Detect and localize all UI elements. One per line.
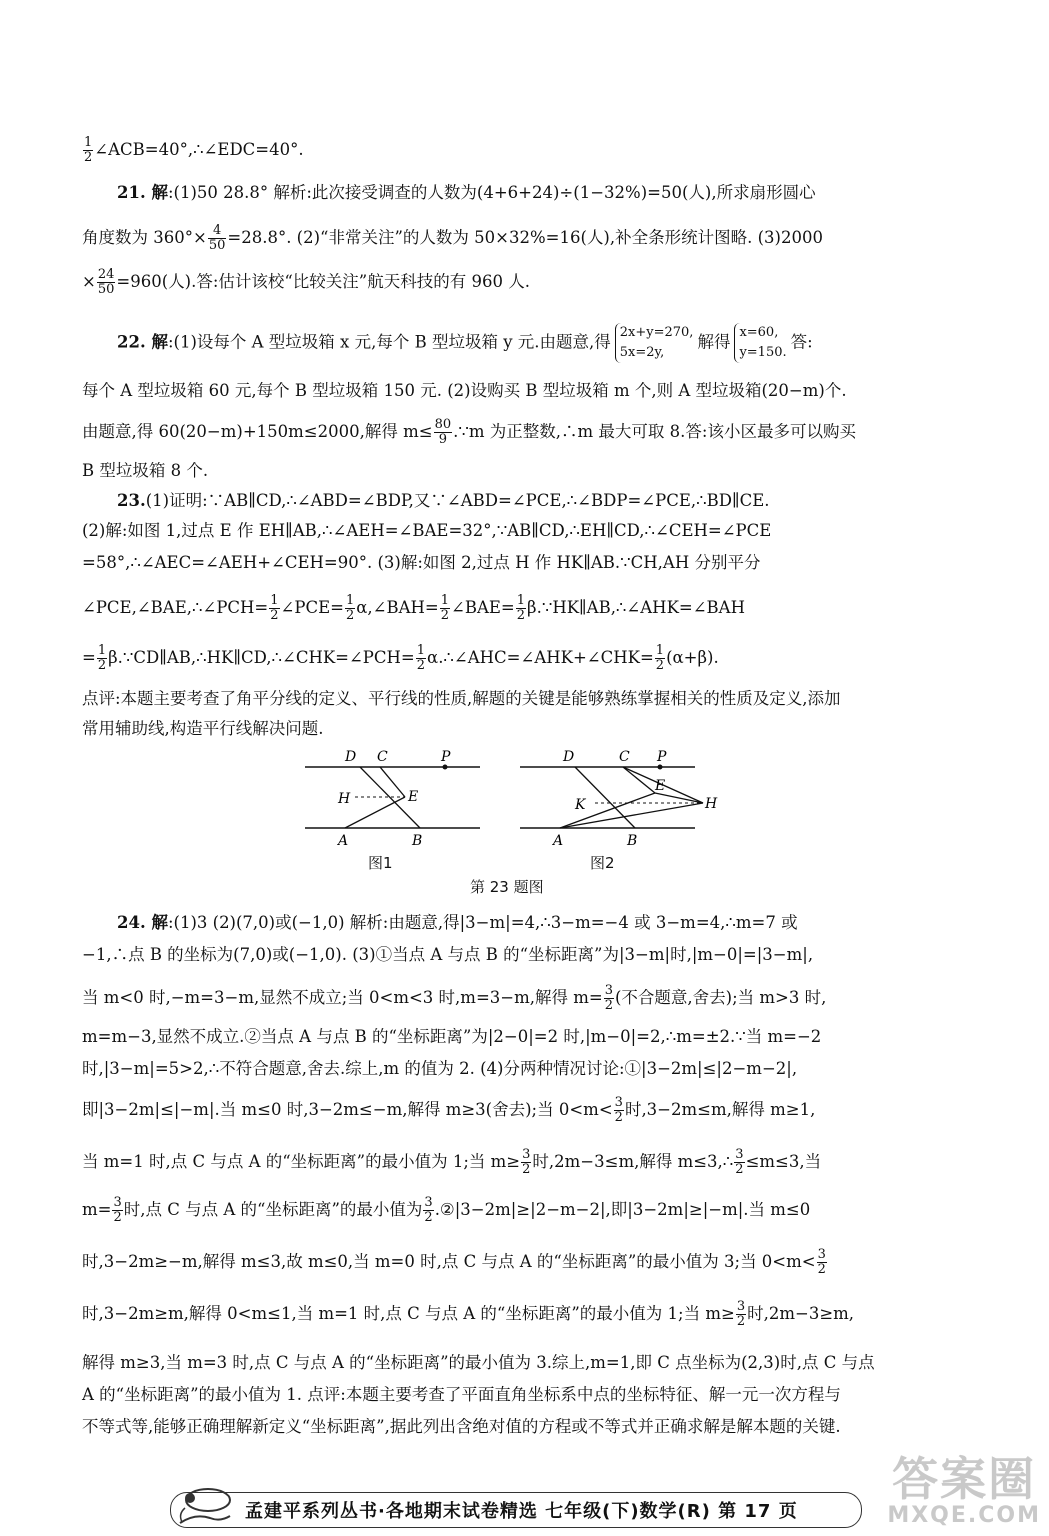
watermark-url: MXQE.COM bbox=[887, 1503, 1041, 1528]
fig2-label-k: K bbox=[575, 797, 586, 813]
q21-line-2: 角度数为 360°× $\frac{4}{50}$ =28.8°. (2)“非常关注”的人数为 50×32%=16(人),补全条形统计图略. (3)2000 bbox=[82, 223, 823, 253]
fig2-label-p: P bbox=[657, 749, 667, 765]
figure-2 bbox=[515, 745, 730, 855]
q24-line-6: 即|3−2m|≤|−m|.当 m≤0 时,3−2m≤−m,解得 m≥3(舍去);当 0<m< $\frac{3}{2}$ 时,3−2m≤m,解得 m≥1, bbox=[82, 1095, 816, 1125]
fig1-label-p: P bbox=[441, 749, 451, 765]
fraction: $\frac{1}{2}$ bbox=[84, 135, 93, 165]
figure-1-caption: 图1 bbox=[368, 854, 393, 872]
q24-line-2: −1,∴点 B 的坐标为(7,0)或(−1,0). (3)①当点 A 与点 B 的“坐标距离”为|3−m|时,|m−0|=|3−m|, bbox=[82, 945, 814, 964]
q23-comment-1: 点评:本题主要考查了角平分线的定义、平行线的性质,解题的关键是能够熟练掌握相关的性质及定义,添加 bbox=[82, 689, 841, 708]
q23-line-1: 23.(1)证明:∵AB∥CD,∴∠ABD=∠BDP,又∵∠ABD=∠PCE,∴∠BDP=∠PCE,∴BD∥CE. bbox=[117, 491, 770, 510]
fig2-label-b: B bbox=[627, 833, 638, 849]
figure-1 bbox=[300, 745, 490, 855]
q22-line-2: 每个 A 型垃圾箱 60 元,每个 B 型垃圾箱 150 元. (2)设购买 B 型垃圾箱 m 个,则 A 型垃圾箱(20−m)个. bbox=[82, 381, 847, 400]
q24-line-7: 当 m=1 时,点 C 与点 A 的“坐标距离”的最小值为 1;当 m≥ $\frac{3}{2}$ 时,2m−3≤m,解得 m≤3,∴ $\frac{3}{2}$ ≤m≤3,当 bbox=[82, 1147, 822, 1177]
q24-line-1: 24. 解:(1)3 (2)(7,0)或(−1,0) 解析:由题意,得|3−m|=4,∴3−m=−4 或 3−m=4,∴m=7 或 bbox=[117, 913, 798, 932]
text-line: $\frac{1}{2}$ ∠ACB=40°,∴∠EDC=40°. bbox=[84, 135, 304, 165]
fig1-label-c: C bbox=[377, 749, 388, 765]
solution-system: x=60, y=150. bbox=[734, 323, 786, 363]
fig2-label-e: E bbox=[655, 778, 666, 794]
q23-comment-2: 常用辅助线,构造平行线解决问题. bbox=[82, 719, 324, 738]
fig1-label-b: B bbox=[412, 833, 423, 849]
fig2-label-d: D bbox=[563, 749, 575, 765]
q24-line-10: 时,3−2m≥m,解得 0<m≤1,当 m=1 时,点 C 与点 A 的“坐标距离”的最小值为 1;当 m≥ $\frac{3}{2}$ 时,2m−3≥m, bbox=[82, 1299, 855, 1329]
q24-line-3: 当 m<0 时,−m=3−m,显然不成立;当 0<m<3 时,m=3−m,解得 m= $\frac{3}{2}$ (不合题意,舍去);当 m>3 时, bbox=[82, 983, 827, 1013]
q24-line-13: 不等式等,能够正确理解新定义“坐标距离”,据此列出含绝对值的方程或不等式并正确求解是解本题的关键. bbox=[82, 1417, 841, 1436]
fig1-label-h: H bbox=[338, 791, 351, 807]
q24-line-12: A 的“坐标距离”的最小值为 1. 点评:本题主要考查了平面直角坐标系中点的坐标特征、解一元一次方程与 bbox=[82, 1385, 841, 1404]
fig1-label-d: D bbox=[345, 749, 357, 765]
watermark bbox=[887, 1452, 1041, 1528]
q21-line-3: × $\frac{24}{50}$ =960(人).答:估计该校“比较关注”航天科技的有 960 人. bbox=[82, 267, 530, 297]
q24-line-8: m= $\frac{3}{2}$ 时,点 C 与点 A 的“坐标距离”的最小值为 $\frac{3}{2}$ .②|3−2m|≥|2−m−2|,即|3−2m|≥|−m|.当 m≤0 bbox=[82, 1195, 811, 1225]
q23-line-4: ∠PCE,∠BAE,∴∠PCH= $\frac{1}{2}$ ∠PCE= $\frac{1}{2}$ α,∠BAH= $\frac{1}{2}$ ∠BAE= $\frac{1}{2}$ β.∵HK∥AB,∴∠AHK=∠BAH bbox=[82, 593, 745, 623]
fig2-label-h: H bbox=[705, 796, 718, 812]
q22-line-4: B 型垃圾箱 8 个. bbox=[82, 461, 209, 480]
footer-text: 孟建平系列丛书·各地期末试卷精选 七年级(下)数学(R) 第 17 页 bbox=[245, 1501, 798, 1522]
fig1-label-a: A bbox=[338, 833, 349, 849]
q23-line-3: =58°,∴∠AEC=∠AEH+∠CEH=90°. (3)解:如图 2,过点 H 作 HK∥AB.∵CH,AH 分别平分 bbox=[82, 553, 761, 572]
figure-title: 第 23 题图 bbox=[470, 878, 544, 896]
q22-line-1: 22. 解:(1)设每个 A 型垃圾箱 x 元,每个 B 型垃圾箱 y 元.由题意,得 2x+y=270, 5x=2y,解得 x=60, y=150.答: bbox=[117, 323, 813, 363]
q24-line-5: 时,|3−m|=5>2,∴不符合题意,舍去.综上,m 的值为 2. (4)分两种情况讨论:①|3−2m|≤|2−m−2|, bbox=[82, 1059, 798, 1078]
equation-system: 2x+y=270, 5x=2y, bbox=[615, 323, 694, 363]
q24-line-11: 解得 m≥3,当 m=3 时,点 C 与点 A 的“坐标距离”的最小值为 3.综上,m=1,即 C 点坐标为(2,3)时,点 C 与点 bbox=[82, 1353, 875, 1372]
q23-line-2: (2)解:如图 1,过点 E 作 EH∥AB,∴∠AEH=∠BAE=32°,∵AB∥CD,∴EH∥CD,∴∠CEH=∠PCE bbox=[82, 521, 772, 540]
q21-line-1: 21. 解:(1)50 28.8° 解析:此次接受调查的人数为(4+6+24)÷(1−32%)=50(人),所求扇形圆心 bbox=[117, 183, 816, 202]
q24-line-9: 时,3−2m≥−m,解得 m≤3,故 m≤0,当 m=0 时,点 C 与点 A 的“坐标距离”的最小值为 3;当 0<m< $\frac{3}{2}$ bbox=[82, 1247, 826, 1277]
q22-line-3: 由题意,得 60(20−m)+150m≤2000,解得 m≤ $\frac{80}{9}$ .∵m 为正整数,∴m 最大可取 8.答:该小区最多可以购买 bbox=[82, 417, 856, 447]
fig1-label-e: E bbox=[408, 789, 419, 805]
figure-2-caption: 图2 bbox=[590, 854, 615, 872]
watermark-logo-text: 答案圈 bbox=[892, 1452, 1037, 1506]
q24-line-4: m=m−3,显然不成立.②当点 A 与点 B 的“坐标距离”为|2−0|=2 时,|m−0|=2,∴m=±2.∵当 m=−2 bbox=[82, 1027, 822, 1046]
fig2-label-a: A bbox=[553, 833, 564, 849]
fig2-label-c: C bbox=[619, 749, 630, 765]
q23-line-5: = $\frac{1}{2}$ β.∵CD∥AB,∴HK∥CD,∴∠CHK=∠PCH= $\frac{1}{2}$ α.∴∠AHC=∠AHK+∠CHK= $\frac{1}{2}$ (α+β). bbox=[82, 643, 719, 673]
